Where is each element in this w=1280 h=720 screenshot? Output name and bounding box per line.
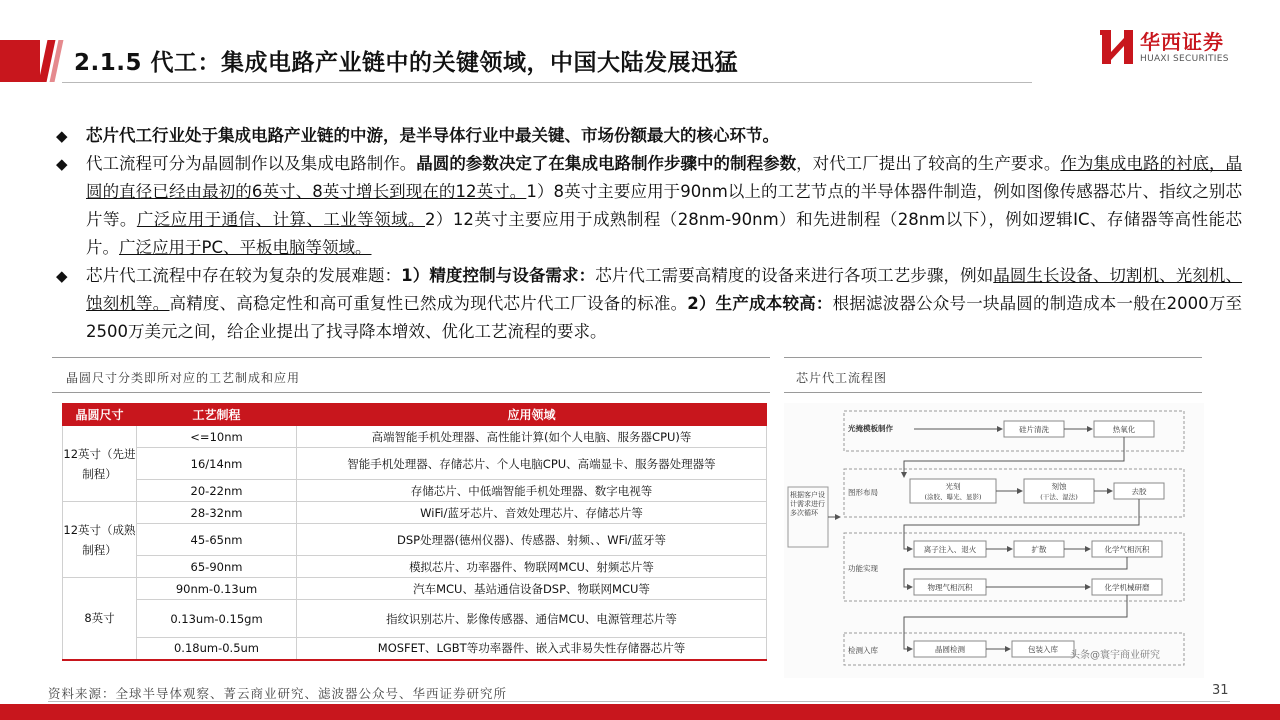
footer-band — [0, 704, 1280, 720]
process-cell: 20-22nm — [137, 480, 297, 502]
application-cell: 指纹识别芯片、影像传感器、通信MCU、电源管理芯片等 — [297, 600, 767, 638]
wafer-size-cell: 8英寸 — [63, 578, 137, 660]
wafer-size-table — [62, 403, 767, 661]
logo-chinese-name: 华西证券 — [1140, 30, 1224, 54]
wafer-size-cell: 12英寸（成熟制程） — [63, 502, 137, 578]
bullet-2-text-d: 作为集成电路的衬底，晶圆的直径已经由最初的6英寸、8英寸增长到现在的12英寸。 — [86, 154, 1243, 201]
step-pvd: 物理气相沉积 — [927, 583, 973, 592]
application-cell: MOSFET、LGBT等功率器件、嵌入式非易失性存储器芯片等 — [297, 638, 767, 660]
bullet-2-text-b: 晶圆的参数决定了在集成电路制作步骤中的制程参数 — [416, 154, 797, 173]
flow-section-bottom-line — [784, 392, 1202, 393]
foundry-flow-diagram — [784, 403, 1204, 678]
bullet-3-text-b: 1）精度控制与设备需求： — [401, 266, 596, 285]
step-implant: 离子注入、退火 — [923, 545, 977, 554]
flow-section-label: 芯片代工流程图 — [796, 371, 888, 385]
step-etch-sub: (干法、湿法) — [1040, 493, 1078, 501]
bullet-2-text-a: 代工流程可分为晶圆制作以及集成电路制作。 — [86, 154, 417, 173]
bullet-1-text: 芯片代工行业处于集成电路产业链的中游，是半导体行业中最关键、市场份额最大的核心环节。 — [86, 126, 779, 145]
table-section-label: 晶圆尺寸分类即所对应的工艺制成和应用 — [66, 371, 301, 385]
application-cell: 模拟芯片、功率器件、物联网MCU、射频芯片等 — [297, 556, 767, 578]
process-cell: 28-32nm — [137, 502, 297, 524]
application-cell: 高端智能手机处理器、高性能计算(如个人电脑、服务器CPU)等 — [297, 426, 767, 448]
table-section-top-line — [52, 357, 770, 358]
step-etch: 刻蚀 — [1051, 482, 1067, 491]
step-litho-sub: (涂胶、曝光、显影) — [924, 493, 982, 501]
bullet-3-text-c: 芯片代工需要高精度的设备来进行各项工艺步骤，例如 — [595, 266, 994, 285]
application-cell: 存储芯片、中低端智能手机处理器、数字电视等 — [297, 480, 767, 502]
table-row — [63, 448, 767, 480]
header-accent-bar — [0, 40, 62, 82]
bullet-2-text-h: 广泛应用于PC、平板电脑等领域。 — [119, 238, 372, 257]
step-cmp: 化学机械研磨 — [1104, 583, 1150, 592]
bullet-item-2 — [52, 150, 1242, 262]
stage-function: 功能实现 — [848, 564, 878, 573]
bullet-3-text-d: 晶圆生长设备、切割机、光刻机、蚀刻机等。 — [86, 266, 1243, 313]
table-row — [63, 502, 767, 524]
table-header-application: 应用领域 — [297, 404, 767, 426]
diamond-bullet-icon: ◆ — [56, 155, 68, 173]
step-litho: 光刻 — [945, 482, 961, 491]
huaxi-logo-icon — [1100, 28, 1136, 66]
table-header-size: 晶圆尺寸 — [63, 404, 137, 426]
process-cell: 65-90nm — [137, 556, 297, 578]
bullet-item-3 — [52, 262, 1242, 346]
stage-inspect: 检测入库 — [848, 646, 878, 655]
table-row — [63, 556, 767, 578]
step-pack: 包装入库 — [1028, 645, 1058, 654]
bullet-2-text-c: ，对代工厂提出了较高的生产要求。 — [796, 154, 1061, 173]
table-row — [63, 524, 767, 556]
step-diffuse: 扩散 — [1031, 545, 1047, 554]
bullet-list — [52, 122, 1242, 346]
bullet-2-text-g: 2）12英寸主要应用于成熟制程（28nm-90nm）和先进制程（28nm以下），例如逻辑IC、存储器等高性能芯片。 — [86, 210, 1243, 257]
page-title: 2.1.5 代工：集成电路产业链中的关键领域，中国大陆发展迅猛 — [74, 50, 738, 76]
header-divider — [62, 82, 1032, 83]
process-cell: <=10nm — [137, 426, 297, 448]
application-cell: WiFi/蓝牙芯片、音效处理芯片、存储芯片等 — [297, 502, 767, 524]
application-cell: 汽车MCU、基站通信设备DSP、物联网MCU等 — [297, 578, 767, 600]
table-row — [63, 426, 767, 448]
table-header-process: 工艺制程 — [137, 404, 297, 426]
table-row — [63, 600, 767, 638]
bullet-2-text-e: 1）8英寸主要应用于90nm以上的工艺节点的半导体器件制造，例如图像传感器芯片、指纹之别芯片等。 — [86, 182, 1242, 229]
application-cell: DSP处理器(德州仪器)、传感器、射频、、WFi/蓝牙等 — [297, 524, 767, 556]
step-oxidize: 热氧化 — [1112, 425, 1136, 434]
side-note: 根据客户设计需求进行多次循环 — [790, 491, 825, 517]
table-row — [63, 638, 767, 660]
bullet-3-text-a: 芯片代工流程中存在较为复杂的发展难题： — [86, 266, 402, 285]
bullet-2-text-f: 广泛应用于通信、计算、工业等领域。 — [136, 210, 425, 229]
bullet-3-text-g: 根据滤波器公众号一块晶圆的制造成本一般在2000万至2500万美元之间，给企业提出了找寻降本增效、优化工艺流程的要求。 — [86, 294, 1243, 341]
table-row — [63, 480, 767, 502]
bullet-3-text-e: 高精度、高稳定性和高可重复性已然成为现代芯片代工厂设备的标准。 — [169, 294, 688, 313]
process-cell: 45-65nm — [137, 524, 297, 556]
process-cell: 0.13um-0.15gm — [137, 600, 297, 638]
process-cell: 90nm-0.13um — [137, 578, 297, 600]
step-strip: 去胶 — [1131, 487, 1147, 496]
process-cell: 0.18um-0.5um — [137, 638, 297, 660]
bullet-3-text-f: 2）生产成本较高： — [687, 294, 833, 313]
page-number: 31 — [1212, 683, 1229, 698]
table-row — [63, 578, 767, 600]
step-inspect: 晶圆检测 — [935, 645, 965, 654]
flow-section-top-line — [784, 357, 1202, 358]
company-logo — [1100, 22, 1260, 72]
bullet-item-1 — [52, 122, 1242, 150]
footer-divider — [48, 701, 1230, 702]
diamond-bullet-icon: ◆ — [56, 267, 68, 285]
process-cell: 16/14nm — [137, 448, 297, 480]
step-cvd: 化学气相沉积 — [1104, 545, 1150, 554]
image-watermark: 头条@寰宇商业研究 — [1070, 650, 1160, 661]
diamond-bullet-icon: ◆ — [56, 127, 68, 145]
table-section-bottom-line — [52, 392, 770, 393]
wafer-size-cell: 12英寸（先进制程） — [63, 426, 137, 502]
stage-layout: 图形布局 — [848, 488, 878, 497]
stage-mask: 光掩模板制作 — [848, 424, 893, 433]
source-note: 资料来源：全球半导体观察、菁云商业研究、滤波器公众号、华西证券研究所 — [48, 686, 508, 701]
logo-english-name: HUAXI SECURITIES — [1140, 54, 1229, 64]
application-cell: 智能手机处理器、存储芯片、个人电脑CPU、高端显卡、服务器处理器等 — [297, 448, 767, 480]
step-clean: 硅片清洗 — [1019, 425, 1049, 434]
